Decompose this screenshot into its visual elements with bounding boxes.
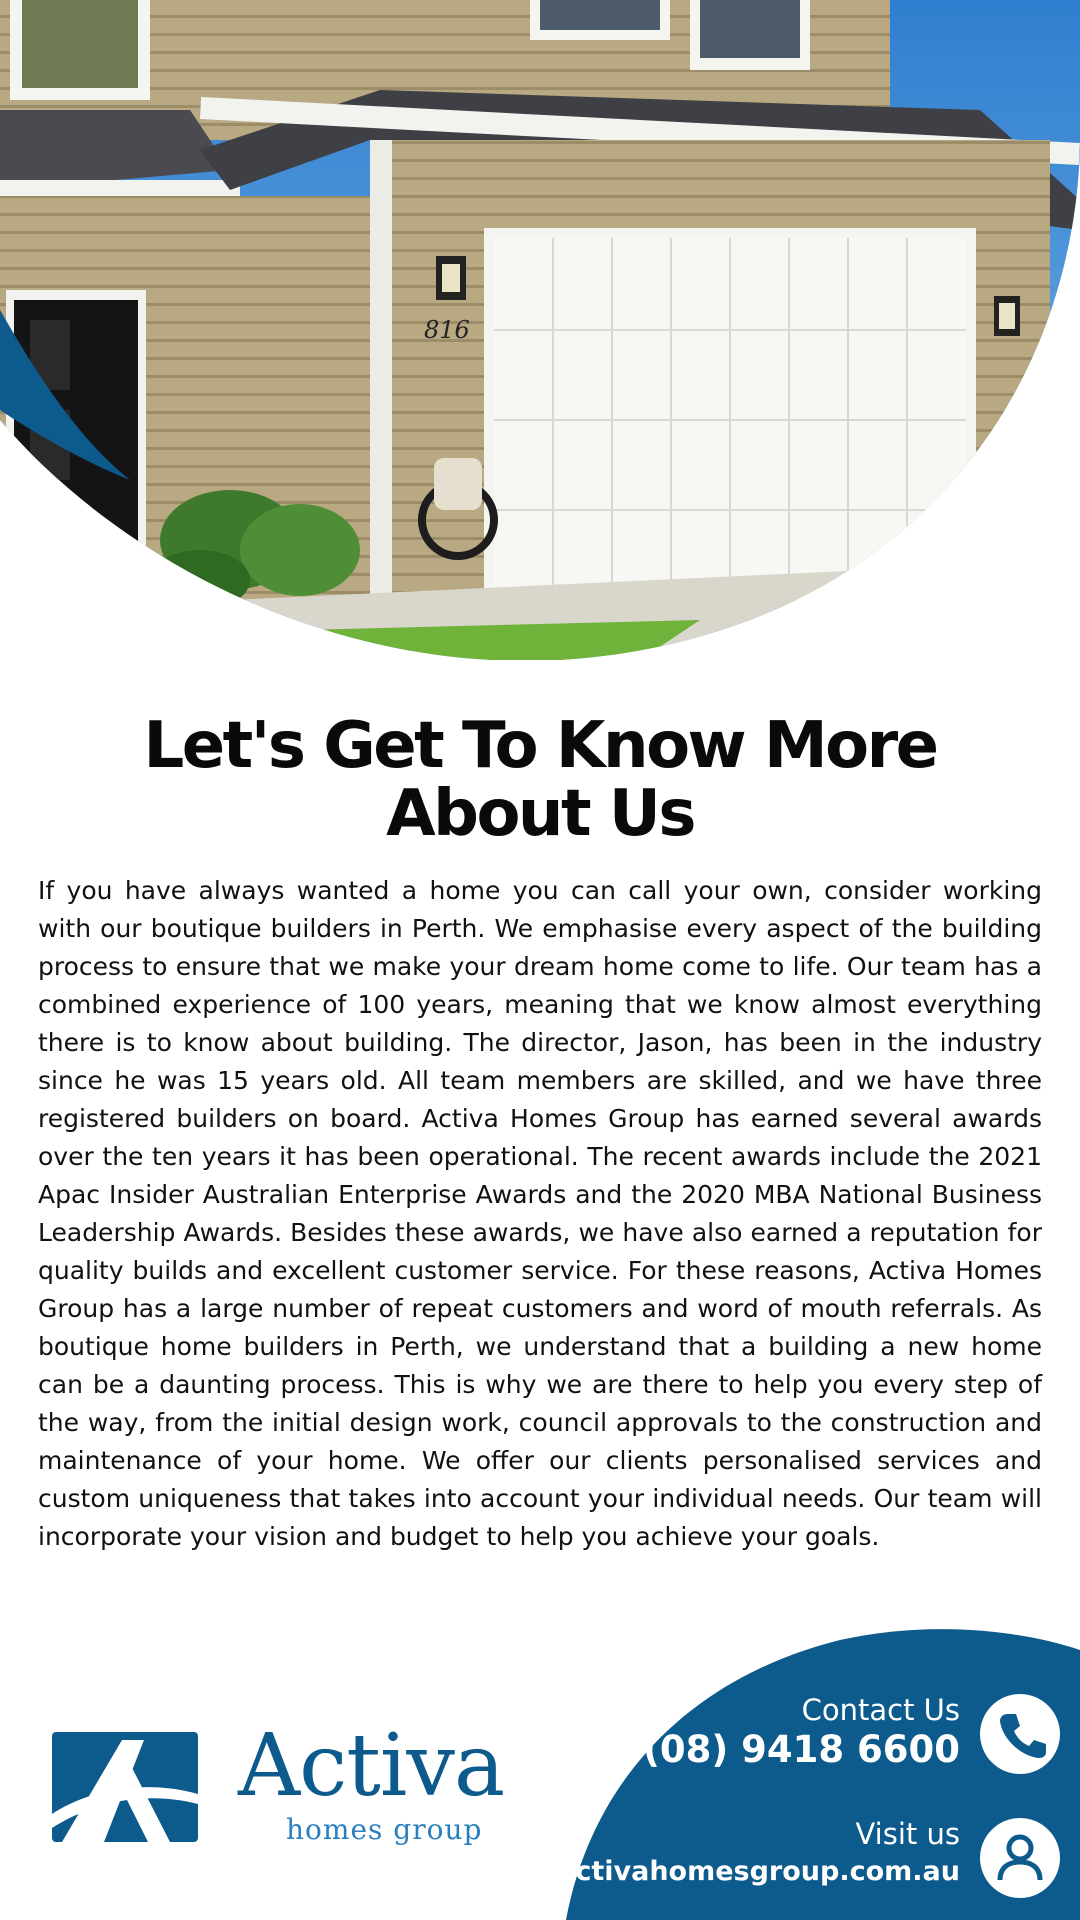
phone-number[interactable]: (08) 9418 6600	[642, 1728, 960, 1771]
phone-icon[interactable]	[980, 1694, 1060, 1774]
page-title-line-1: Let's Get To Know More	[143, 709, 937, 783]
website-label: Visit us	[855, 1817, 960, 1851]
user-icon[interactable]	[980, 1818, 1060, 1898]
about-paragraph: If you have always wanted a home you can call your own, consider working with our boutique builders in Perth. We emphasise every aspect of the building process to ensure that we make your dream home come to life. Our team has a combined experience of 100 years, meaning that we know almost everything there is to know about building. The director, Jason, has been in the industry since he was 15 years old. All team members are skilled, and we have three registered builders on board. Activa Homes Group has earned several awards over the ten years it has been operational. The recent awards include the 2021 Apac Insider Australian Enterprise Awards and the 2020 MBA National Business Leadership Awards. Besides these awards, we have also earned a reputation for quality builds and excellent customer service. For these reasons, Activa Homes Group has a large number of repeat customers and word of mouth referrals. As boutique home builders in Perth, we understand that a building a new home can be a daunting process. This is why we are there to help you every step of the way, from the initial design work, council approvals to the construction and maintenance of your home. We offer our clients personalised services and custom uniqueness that takes into account your individual needs. Our team will incorporate your vision and budget to help you achieve your goals.	[38, 876, 1042, 1551]
website-link[interactable]: activahomesgroup.com.au	[557, 1856, 960, 1887]
page-title-line-2: About Us	[386, 777, 694, 851]
logo-wordmark: Activa	[238, 1716, 505, 1816]
page-title	[60, 709, 1020, 851]
house-number: 816	[424, 316, 470, 344]
hero-image	[0, 0, 1080, 660]
logo-tagline: homes group	[286, 1813, 483, 1846]
phone-contact[interactable]	[643, 1692, 960, 1772]
website-contact[interactable]	[557, 1816, 960, 1892]
phone-label: Contact Us	[801, 1693, 960, 1727]
activa-logo[interactable]	[52, 1716, 532, 1848]
activa-logo-mark-icon	[52, 1732, 198, 1842]
